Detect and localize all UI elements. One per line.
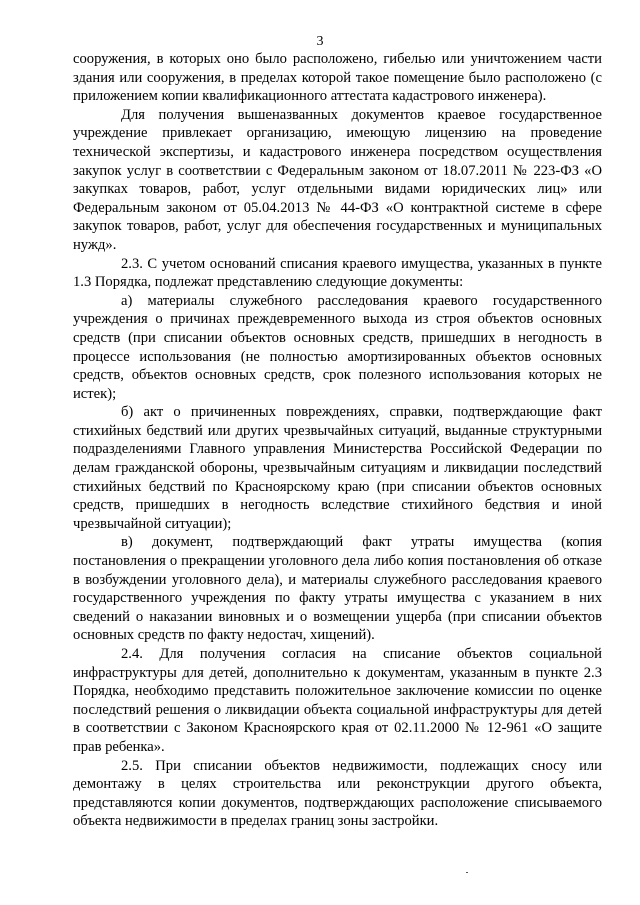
paragraph-2-5: 2.5. При списании объектов недвижимости, подлежащих сносу или демонтажу в целях строительства или реконструкции другого объекта, представляются копии документов, подтверждающих расположение списываемого объекта недвижимости в пределах границ зоны застройки.: [73, 757, 602, 830]
paragraph-2-4: 2.4. Для получения согласия на списание объектов социальной инфраструктуры для детей, дополнительно к документам, указанным в пункте 2.3 Порядка, необходимо представить положительное заключение комиссии по оценке последствий решения о ликвидации объекта социальной инфраструктуры для детей в соответствии с Законом Красноярского края от 02.11.2000 № 12-961 «О защите прав ребенка».: [73, 646, 602, 755]
paragraph-2-3: 2.3. С учетом оснований списания краевого имущества, указанных в пункте 1.3 Порядка, подлежат представлению следующие документы:: [73, 255, 602, 291]
paragraph-continuation: сооружения, в которых оно было расположено, гибелью или уничтожением части здания или сооружения, в пределах которой такое помещение было расположено (с приложением копии квалификационного аттестата кадастрового инженера).: [73, 51, 602, 105]
paragraph-2-3-b: б) акт о причиненных повреждениях, справки, подтверждающие факт стихийных бедствий или других чрезвычайных ситуаций, выданные структурными подразделениями Главного управления Министерства Российской Федерации по делам гражданской обороны, чрезвычайным ситуациям и ликвидации последствий стихийных бедствий по Красноярскому краю (при списании объектов основных средств, пришедших в негодность вследствие стихийного бедствия и иной чрезвычайной ситуации);: [73, 404, 602, 532]
paragraph-2-3-v: в) документ, подтверждающий факт утраты имущества (копия постановления о прекращении уголовного дела либо копия постановления об отказе в возбуждении уголовного дела), и материалы служебного расследования краевого государственного учреждения по факту утраты имущества с указанием в них сведений о наказании виновных и о возмещении ущерба (при списании объектов основных средств по факту недостач, хищений).: [73, 534, 602, 644]
page-number: 3: [316, 34, 324, 49]
paragraph-2-3-a: а) материалы служебного расследования краевого государственного учреждения о причинах преждевременного выхода из строя объектов основных средств (при списании объектов основных средств, пришедших в негодность в процессе использования (не полностью амортизированных объектов основных средств, объектов основных средств, срок полезного использования которых не истек);: [73, 292, 602, 402]
paragraph-documents-procurement: Для получения вышеназванных документов краевое государственное учреждение привлекает организацию, имеющую лицензию на проведение технической экспертизы, и кадастрового инженера посредством осуществления закупок услуг в соответствии с Федеральным законом от 18.07.2011 № 223-ФЗ «О закупках товаров, работ, услуг отдельными видами юридических лиц» или Федеральным законом от 05.04.2013 № 44-ФЗ «О контрактной системе в сфере закупок товаров, работ, услуг для обеспечения государственных и муниципальных нужд».: [73, 106, 602, 253]
scan-artifact: [466, 872, 468, 873]
page-body: [73, 50, 602, 831]
